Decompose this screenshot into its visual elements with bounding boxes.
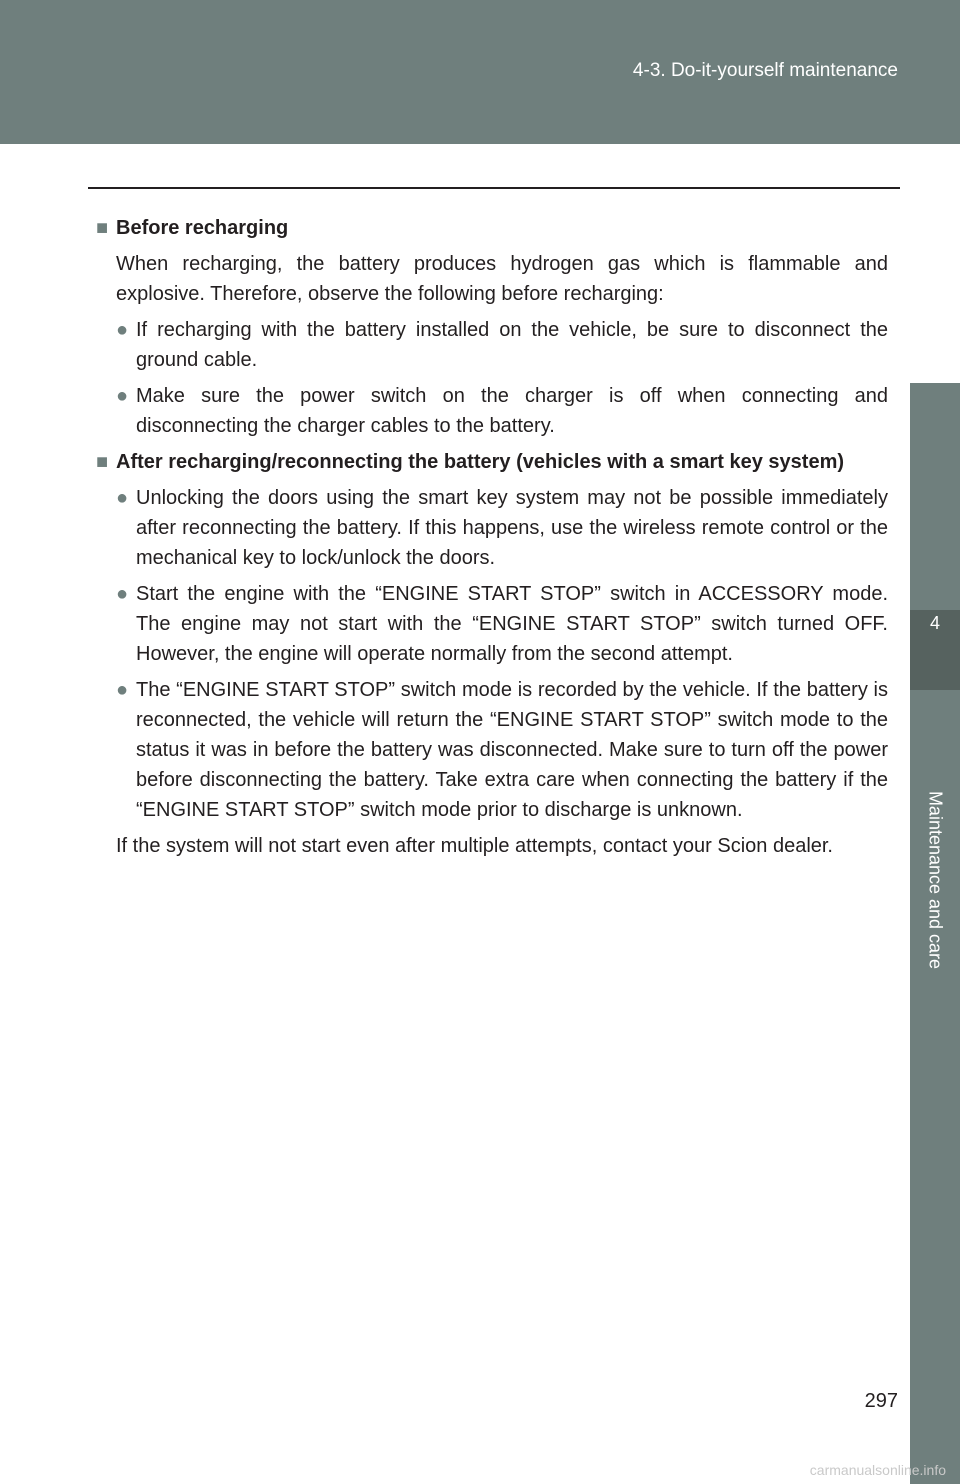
list-item: ● The “ENGINE START STOP” switch mode is recorded by the vehicle. If the battery is reconnected, the vehicle will return the “ENGINE START STOP” switch mode to the status it was in before the battery was disconnected. Make sure to turn off the power before disconnecting the battery. Take extra care when connecting the battery if the “ENGINE START STOP” switch mode prior to discharge is unknown.	[116, 675, 888, 825]
chapter-label: Maintenance and care	[925, 790, 946, 970]
section-before-recharging	[96, 213, 888, 441]
circle-bullet-icon: ●	[116, 679, 129, 701]
list-item: ● Make sure the power switch on the charger is off when connecting and disconnecting the charger cables to the battery.	[116, 381, 888, 441]
watermark: carmanualsonline.info	[809, 1462, 946, 1478]
page-number: 297	[864, 1390, 898, 1412]
section-heading: ■ After recharging/reconnecting the battery (vehicles with a smart key system)	[96, 447, 888, 477]
section-after-recharging	[96, 447, 888, 861]
section-intro: When recharging, the battery produces hydrogen gas which is flammable and explosive. Therefore, observe the following before recharging:	[116, 253, 888, 305]
section-heading: ■ Before recharging	[96, 213, 888, 243]
header-divider	[88, 187, 900, 189]
circle-bullet-icon: ●	[116, 583, 129, 605]
circle-bullet-icon: ●	[116, 319, 129, 341]
page-content	[96, 213, 888, 867]
section-outro: If the system will not start even after multiple attempts, contact your Scion dealer.	[116, 835, 833, 857]
circle-bullet-icon: ●	[116, 487, 129, 509]
chapter-number: 4	[929, 613, 940, 633]
list-item: ● Start the engine with the “ENGINE START STOP” switch in ACCESSORY mode. The engine may not start with the “ENGINE START STOP” switch turned OFF. However, the engine will operate normally from the second attempt.	[116, 579, 888, 669]
square-bullet-icon: ■	[96, 217, 109, 239]
list-item: ● Unlocking the doors using the smart key system may not be possible immediately after reconnecting the battery. If this happens, use the wireless remote control or the mechanical key to lock/unlock the doors.	[116, 483, 888, 573]
square-bullet-icon: ■	[96, 451, 109, 473]
list-item: ● If recharging with the battery installed on the vehicle, be sure to disconnect the ground cable.	[116, 315, 888, 375]
page-header	[0, 0, 960, 144]
circle-bullet-icon: ●	[116, 385, 129, 407]
section-title: 4-3. Do-it-yourself maintenance	[632, 60, 898, 81]
